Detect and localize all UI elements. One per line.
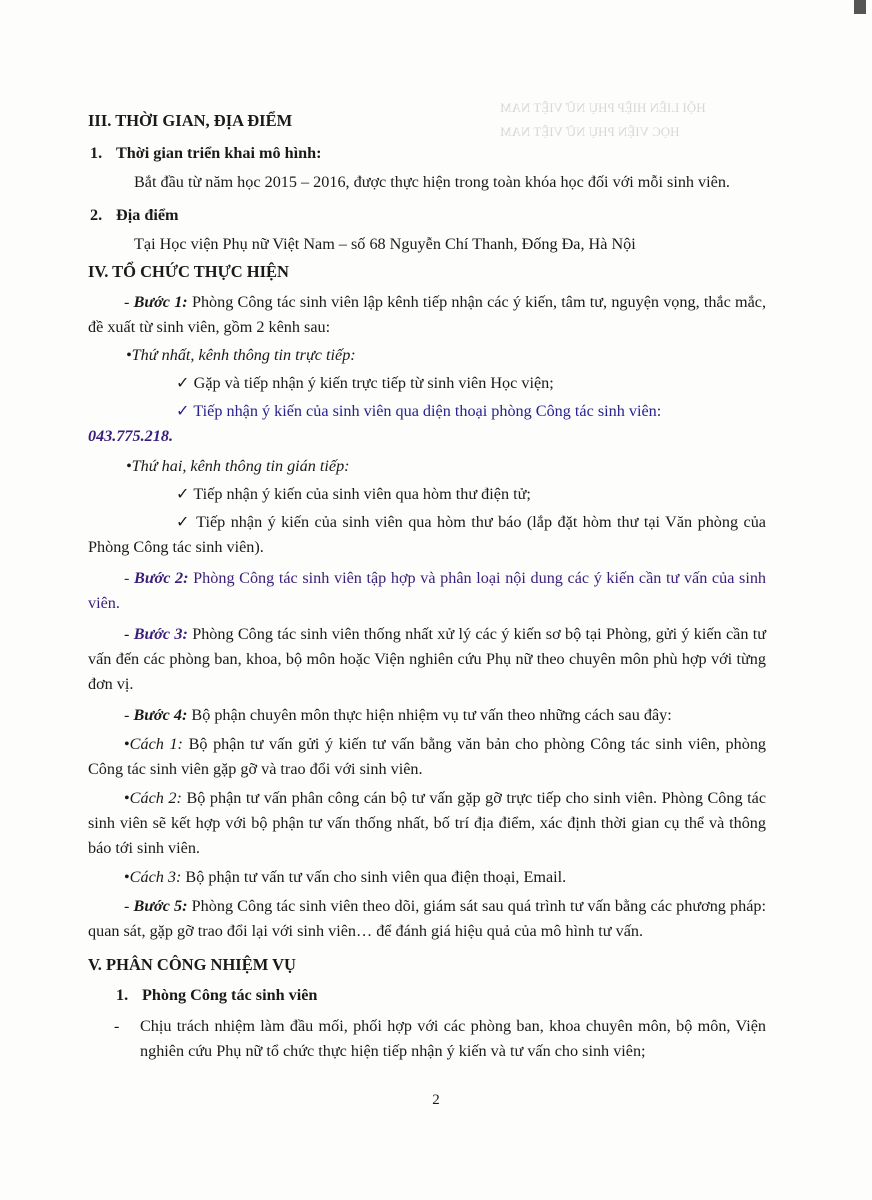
channel-1-item-1: ✓ Gặp và tiếp nhận ý kiến trực tiếp từ sinh viên Học viện; <box>176 374 554 392</box>
step-4-label: Bước 4: <box>133 706 188 724</box>
bleed-through-text: HỘI LIÊN HIỆP PHỤ NỮ VIỆT NAM <box>500 100 706 115</box>
section-4-title: IV. TỔ CHỨC THỰC HIỆN <box>88 262 289 281</box>
way-3-label: Cách 3: <box>129 868 182 886</box>
check-icon: ✓ <box>176 374 190 392</box>
way-2-label: Cách 2: <box>129 789 182 807</box>
section-5-title: V. PHÂN CÔNG NHIỆM VỤ <box>88 955 296 974</box>
section-5-item-1-heading: 1. Phòng Công tác sinh viên <box>116 986 318 1004</box>
section-3-item-2-heading: 2. Địa điểm <box>90 206 179 224</box>
section-5-dash-item: - Chịu trách nhiệm làm đầu mối, phối hợp với các phòng ban, khoa chuyên môn, bộ môn, Viện nghiên cứu Phụ nữ tổ chức thực hiện tiếp nhận ý kiến và tư vấn cho sinh viên; <box>88 1014 766 1064</box>
channel-2-item-1: ✓ Tiếp nhận ý kiến của sinh viên qua hòm thư điện tử; <box>176 485 531 503</box>
step-5-paragraph: - Bước 5: Phòng Công tác sinh viên theo dõi, giám sát sau quá trình tư vấn bằng các phương pháp: quan sát, gặp gỡ trao đổi lại với sinh viên… để đánh giá hiệu quả của mô hình tư vấn. <box>88 897 766 940</box>
step-5-label: Bước 5: <box>133 897 188 915</box>
section-3-item-2-text: Tại Học viện Phụ nữ Việt Nam – số 68 Nguyễn Chí Thanh, Đống Đa, Hà Nội <box>134 235 636 253</box>
step-3-paragraph: - Bước 3: Phòng Công tác sinh viên thống nhất xử lý các ý kiến sơ bộ tại Phòng, gửi ý kiến cần tư vấn đến các phòng ban, khoa, bộ môn hoặc Viện nghiên cứu Phụ nữ theo chuyên môn phù hợp với từng đơn vị. <box>88 625 767 693</box>
section-3-item-1-heading: 1. Thời gian triển khai mô hình: <box>90 144 322 162</box>
step-3-label: Bước 3: <box>133 625 188 643</box>
channel-2-heading: •Thứ hai, kênh thông tin gián tiếp: <box>126 457 350 475</box>
document-body <box>88 108 766 1064</box>
page-number: 2 <box>432 1092 440 1108</box>
channel-1-item-2: ✓ Tiếp nhận ý kiến của sinh viên qua diện thoại phòng Công tác sinh viên: <box>176 402 662 420</box>
step-2-label: Bước 2: <box>134 569 189 587</box>
channel-2-item-2: ✓ Tiếp nhận ý kiến của sinh viên qua hòm thư báo (lắp đặt hòm thư tại Văn phòng của Phòng Công tác sinh viên). <box>88 513 766 556</box>
bleed-through-text: HỌC VIỆN PHỤ NỮ VIỆT NAM <box>500 124 680 139</box>
section-3-item-1-text: Bắt đầu từ năm học 2015 – 2016, được thực hiện trong toàn khóa học đối với mỗi sinh viên. <box>134 173 730 191</box>
phone-number: 043.775.218. <box>88 427 173 445</box>
check-icon: ✓ <box>176 485 190 503</box>
channel-1-heading: •Thứ nhất, kênh thông tin trực tiếp: <box>126 346 356 364</box>
way-3-paragraph: •Cách 3: Bộ phận tư vấn tư vấn cho sinh viên qua điện thoại, Email. <box>124 868 567 886</box>
scan-edge-mark <box>854 0 866 14</box>
step-1-paragraph: - Bước 1: Phòng Công tác sinh viên lập kênh tiếp nhận các ý kiến, tâm tư, nguyện vọng, thắc mắc, đề xuất từ sinh viên, gồm 2 kênh sau: <box>88 293 767 336</box>
check-icon: ✓ <box>176 513 191 531</box>
section-3-title: III. THỜI GIAN, ĐỊA ĐIỂM <box>88 111 293 130</box>
way-1-paragraph: •Cách 1: Bộ phận tư vấn gửi ý kiến tư vấn bằng văn bản cho phòng Công tác sinh viên, phòng Công tác sinh viên gặp gỡ và trao đổi với sinh viên. <box>88 735 767 778</box>
way-1-label: Cách 1: <box>129 735 183 753</box>
step-4-paragraph: - Bước 4: Bộ phận chuyên môn thực hiện nhiệm vụ tư vấn theo những cách sau đây: <box>124 706 672 724</box>
check-icon: ✓ <box>176 402 190 420</box>
step-2-paragraph: - Bước 2: Phòng Công tác sinh viên tập hợp và phân loại nội dung các ý kiến cần tư vấn của sinh viên. <box>88 569 767 612</box>
way-2-paragraph: •Cách 2: Bộ phận tư vấn phân công cán bộ tư vấn gặp gỡ trực tiếp cho sinh viên. Phòng Công tác sinh viên sẽ kết hợp với bộ phận tư vấn thống nhất, bố trí địa điểm, xác định thời gian cụ thể và thông báo tới sinh viên. <box>88 789 767 857</box>
section-5-dash-text: Chịu trách nhiệm làm đầu mối, phối hợp với các phòng ban, khoa chuyên môn, bộ môn, Viện nghiên cứu Phụ nữ tổ chức thực hiện tiếp nhận ý kiến và tư vấn cho sinh viên; <box>140 1017 766 1060</box>
step-1-label: Bước 1: <box>133 293 188 311</box>
